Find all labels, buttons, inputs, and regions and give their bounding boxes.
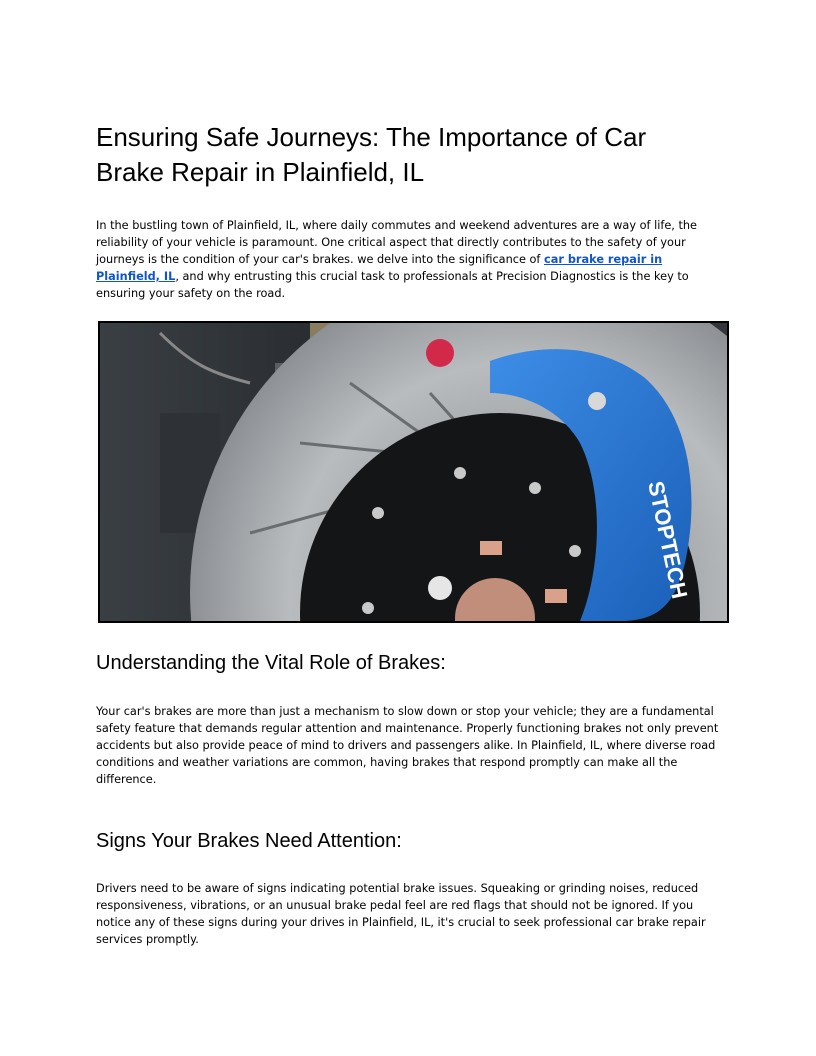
section-body-signs: Drivers need to be aware of signs indicating potential brake issues. Squeaking or grinding noises, reduced responsiveness, vibrations, or an unusual brake pedal feel are red flags that should not be ignored. If you notice any of these signs during your drives in Plainfield, IL, it's crucial to seek professional car brake repair services promptly. <box>96 882 706 946</box>
brake-photo-illustration <box>100 323 727 621</box>
intro-text-before: In the bustling town of Plainfield, IL, where daily commutes and weekend adventures are a way of life, the reliability of your vehicle is paramount. One critical aspect that directly contributes to the safety of your journeys is the condition of your car's brakes. we delve into the significance of <box>96 219 698 266</box>
section-heading-signs: Signs Your Brakes Need Attention: <box>96 830 402 852</box>
intro-paragraph <box>96 217 720 302</box>
page-title: Ensuring Safe Journeys: The Importance of Car Brake Repair in Plainfield, IL <box>96 122 647 187</box>
intro-text-after: , and why entrusting this crucial task to professionals at Precision Diagnostics is the key to ensuring your safety on the road. <box>96 270 689 300</box>
brake-repair-link[interactable]: car brake repair in Plainfield, IL <box>96 253 663 283</box>
section-body-role-of-brakes: Your car's brakes are more than just a mechanism to slow down or stop your vehicle; they are a fundamental safety feature that demands regular attention and maintenance. Properly functioning brakes not only prevent accidents but also provide peace of mind to drivers and passengers alike. In Plainfield, IL, where diverse road conditions and weather variations are common, having brakes that respond promptly can make all the difference. <box>96 705 719 786</box>
caliper-brand-label: STOPTECH <box>643 478 693 601</box>
section-heading-role-of-brakes: Understanding the Vital Role of Brakes: <box>96 652 446 674</box>
brake-caliper-photo <box>98 321 729 623</box>
